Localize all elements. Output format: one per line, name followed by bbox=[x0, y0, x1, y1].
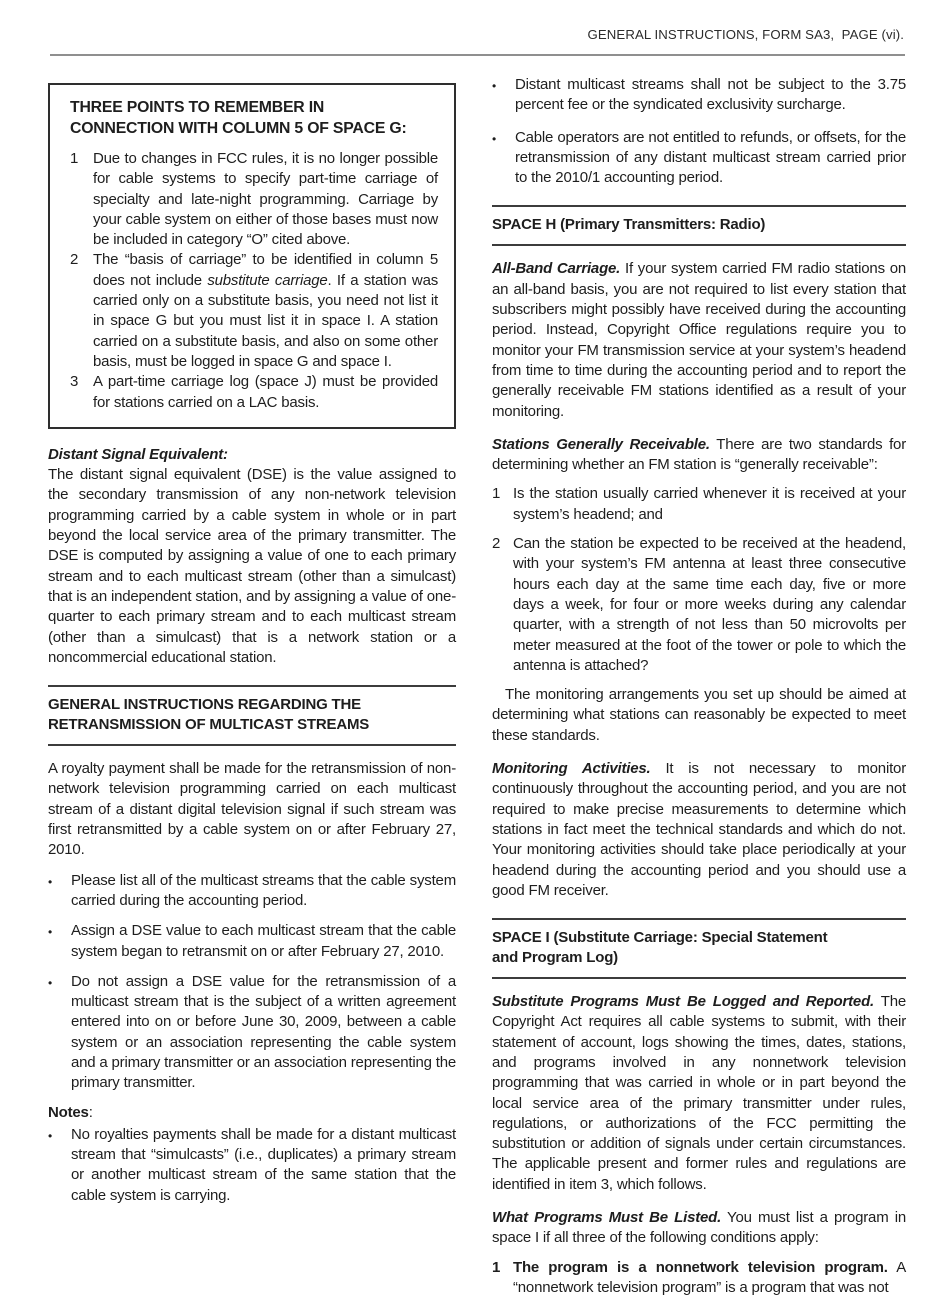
bullet-icon: • bbox=[48, 925, 53, 940]
monitoring-paragraph: Monitoring Activities. It is not necessary to monitor continuously throughout the accounting period, and you are not required to make precise measurements to determine which stations in fact meet the technical standards and which do not. Your monitoring activities should take place periodically at your headend during the accounting period and you should use a good FM receiver. bbox=[492, 760, 906, 899]
right-column bbox=[492, 75, 906, 1298]
bullet-text: Assign a DSE value to each multicast stream that the cable system began to retransmit on or after February 27, 2010. bbox=[71, 922, 456, 960]
paragraph-lead: What Programs Must Be Listed. bbox=[492, 1209, 722, 1227]
dse-heading: Distant Signal Equivalent: bbox=[48, 445, 228, 463]
notes-label: Notes: bbox=[48, 1103, 93, 1121]
item-number: 1 bbox=[70, 150, 79, 167]
paragraph-lead: Monitoring Activities. bbox=[492, 760, 651, 778]
item-number: 2 bbox=[70, 251, 79, 269]
multicast-section-heading bbox=[48, 685, 456, 746]
all-band-paragraph: All-Band Carriage. If your system carried FM radio stations on an all-band basis, you are not required to list every station that subscribers might possibly have received during the accounting period. Instead, Copyright Office regulations require you to monitor your FM transmission service at your system’s headend from time to time during the accounting period and to report the generally receivable FM stations identified as a result of your monitoring. bbox=[492, 260, 906, 420]
bullet-icon: • bbox=[48, 1128, 53, 1143]
condition-item-1 bbox=[492, 1258, 906, 1298]
condition-lead: The program is a nonnetwork television program. bbox=[513, 1258, 888, 1276]
heading-line: SPACE H (Primary Transmitters: Radio) bbox=[492, 216, 766, 234]
item-number: 3 bbox=[70, 373, 79, 391]
bullet-icon: • bbox=[492, 131, 497, 146]
monitoring-note: The monitoring arrangements you set up should be aimed at determining what stations can reasonably be expected to meet these standards. bbox=[492, 686, 906, 744]
header-rule bbox=[50, 54, 905, 56]
space-h-heading bbox=[492, 205, 906, 246]
substitute-paragraph: Substitute Programs Must Be Logged and Reported. The Copyright Act requires all cable systems to submit, with their statement of account, logs showing the times, dates, stations, and programs involved in any nonnetwork television programming that was carried in whole or in part beyond the local service area of the primary transmitter under rules, regulations, or authorizations of the FCC permitting the substitution or addition of signals under certain circumstances. The applicable present and former rules and regulations are identified in item 3, which follows. bbox=[492, 993, 906, 1193]
box-item-2 bbox=[70, 250, 438, 372]
standard-item-1 bbox=[492, 484, 906, 525]
item-text: Can the station be expected to be received at the headend, with your system’s FM antenna at least three consecutive hours each day at the same time each day, five or more days a week, for four or more weeks during any calendar quarter, with a strength of not less than 50 microvolts per meter measured at the foot of the tower or pole to which the antenna is attached? bbox=[513, 535, 906, 674]
page-header-text: GENERAL INSTRUCTIONS, FORM SA3, PAGE (vi). bbox=[587, 27, 904, 42]
standard-item-2 bbox=[492, 534, 906, 676]
multicast-intro: A royalty payment shall be made for the retransmission of non-network television programming carried on each multicast stream of a distant digital television signal if such stream was first retransmitted by a cable system on or after February 27, 2010. bbox=[48, 760, 456, 859]
bullet-text: No royalties payments shall be made for a distant multicast stream that “simulcasts” (i.e., duplicates) a primary stream or another multicast stream of the same station that the cable system is carrying. bbox=[71, 1125, 456, 1204]
item-text: The program is a nonnetwork television program. A “nonnetwork television program” is a program that was not bbox=[513, 1258, 906, 1296]
box-item-3 bbox=[70, 372, 438, 413]
bullet-text: Do not assign a DSE value for the retransmission of a multicast stream that is the subject of a written agreement entered into on or before June 30, 2009, between a cable system or an association representing the cable system and a primary transmitter or an association representing the primary transmitter. bbox=[71, 972, 456, 1092]
stations-paragraph: Stations Generally Receivable. There are two standards for determining whether an FM station is “generally receivable”: bbox=[492, 435, 906, 474]
item-text: Is the station usually carried whenever it is received at your system’s headend; and bbox=[513, 485, 906, 523]
bullet-icon: • bbox=[48, 975, 53, 990]
italic-phrase: substitute carriage bbox=[207, 271, 328, 289]
item-number: 1 bbox=[492, 1258, 501, 1276]
bullet-item bbox=[48, 871, 456, 912]
heading-line: SPACE I (Substitute Carriage: Special Statement bbox=[492, 929, 828, 947]
bullet-text: Distant multicast streams shall not be subject to the 3.75 percent fee or the syndicated exclusivity surcharge. bbox=[515, 76, 906, 114]
dse-body: The distant signal equivalent (DSE) is the value assigned to the secondary transmission of any non-network television programming carried by a cable system in whole or in part beyond the local service area of the primary transmitter. The DSE is computed by assigning a value of one to each primary stream and to each multicast stream (other than a simulcast) that is an independent station, and by assigning a value of one-quarter to each primary stream and to each multicast stream (other than a simulcast) that is a network station or a noncommercial educational station. bbox=[48, 466, 456, 666]
bullet-item bbox=[492, 75, 906, 116]
bullet-icon: • bbox=[492, 79, 497, 93]
item-text: A part-time carriage log (space J) must be provided for stations carried on a LAC basis. bbox=[93, 373, 438, 411]
three-points-box bbox=[48, 83, 456, 429]
space-i-heading bbox=[492, 918, 906, 979]
bullet-item bbox=[48, 972, 456, 1094]
heading-line: and Program Log) bbox=[492, 949, 618, 967]
item-text: Due to changes in FCC rules, it is no longer possible for cable systems to specify part-time carriage of specialty and late-night programming. Carriage by your cable system on either of those bases must now be included in category “O” cited above. bbox=[93, 150, 438, 249]
heading-line: GENERAL INSTRUCTIONS REGARDING THE bbox=[48, 696, 361, 714]
item-number: 2 bbox=[492, 535, 501, 553]
paragraph-lead: Substitute Programs Must Be Logged and Reported. bbox=[492, 993, 875, 1011]
box-title: THREE POINTS TO REMEMBER IN CONNECTION WITH COLUMN 5 OF SPACE G: bbox=[70, 99, 407, 137]
bullet-text: Cable operators are not entitled to refunds, or offsets, for the retransmission of any distant multicast stream carried prior to the 2010/1 accounting period. bbox=[515, 128, 906, 187]
left-column bbox=[48, 75, 456, 1206]
what-programs-paragraph: What Programs Must Be Listed. You must list a program in space I if all three of the following conditions apply: bbox=[492, 1209, 906, 1247]
box-item-1 bbox=[70, 149, 438, 250]
bullet-item bbox=[492, 128, 906, 189]
notes-bullet-item bbox=[48, 1125, 456, 1206]
heading-line: RETRANSMISSION OF MULTICAST STREAMS bbox=[48, 716, 370, 734]
item-text: The “basis of carriage” to be identified in column 5 does not include substitute carriage. If a station was carried only on a substitute basis, you need not list it in space G but you must list it in space I. A station carried on a substitute basis, and also on some other basis, must be logged in space G and space I. bbox=[93, 251, 439, 370]
bullet-icon: • bbox=[48, 874, 53, 889]
item-number: 1 bbox=[492, 485, 501, 503]
bullet-item bbox=[48, 921, 456, 962]
paragraph-lead: All-Band Carriage. bbox=[492, 260, 621, 278]
paragraph-lead: Stations Generally Receivable. bbox=[492, 435, 710, 453]
bullet-text: Please list all of the multicast streams that the cable system carried during the accounting period. bbox=[71, 871, 456, 909]
